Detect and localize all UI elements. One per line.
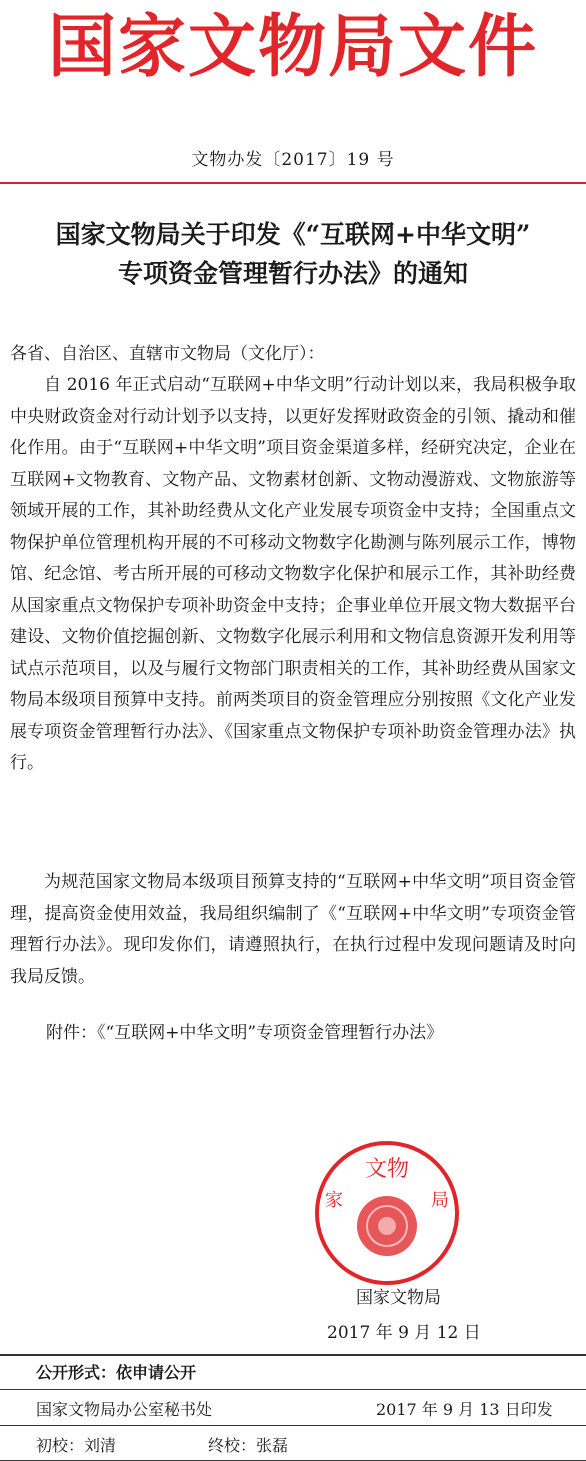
initial-proofreader: 初校：刘清 bbox=[36, 1436, 117, 1455]
signature-date: 2017 年 9 月 12 日 bbox=[327, 1323, 481, 1343]
print-date: 2017 年 9 月 13 日印发 bbox=[376, 1400, 553, 1419]
red-divider bbox=[0, 182, 586, 184]
footer-rule-lower bbox=[0, 1425, 586, 1426]
seal-top-text: 文物 bbox=[364, 1157, 410, 1182]
official-seal-icon bbox=[312, 1138, 462, 1288]
document-header-title: 国家文物局文件 bbox=[47, 7, 538, 87]
document-number: 文物办发〔2017〕19 号 bbox=[191, 150, 395, 170]
attachment-line: 附件：《“互联网+中华文明”专项资金管理暂行办法》 bbox=[46, 1023, 444, 1043]
disclosure-form: 公开形式：依申请公开 bbox=[36, 1363, 197, 1382]
signature-org: 国家文物局 bbox=[356, 1288, 441, 1308]
body-paragraph-1: 自 2016 年正式启动“互联网+中华文明”行动计划以来，我局积极争取中央财政资金对行动计划予以支持，以更好发挥财政资金的引领、撬动和催化作用。由于“互联网+中华文明”项目资金渠道多样，经研究决定，企业在互联网+文物教育、文物产品、文物素材创新、文物动漫游戏、文物旅游等领域开展的工作，其补助经费从文化产业发展专项资金中支持；全国重点文物保护单位管理机构开展的不可移动文物数字化勘测与陈列展示工作，博物馆、纪念馆、考古所开展的可移动文物数字化保护和展示工作，其补助经费从国家重点文物保护专项补助资金中支持；企事业单位开展文物大数据平台建设、文物价值挖掘创新、文物数字化展示利用和文物信息资源开发利用等试点示范项目，以及与履行文物部门职责相关的工作，其补助经费从国家文物局本级项目预算中支持。前两类项目的资金管理应分别按照《文化产业发展专项资金管理暂行办法》、《国家重点文物保护专项补助资金管理办法》执行。 bbox=[10, 375, 576, 773]
seal-right-char: 局 bbox=[431, 1190, 449, 1211]
notice-title-line-2: 专项资金管理暂行办法》的通知 bbox=[117, 259, 468, 288]
notice-title bbox=[10, 215, 576, 293]
seal-left-char: 家 bbox=[325, 1190, 343, 1211]
issuing-office: 国家文物局办公室秘书处 bbox=[36, 1400, 213, 1419]
body-paragraph-2: 为规范国家文物局本级项目预算支持的“互联网+中华文明”项目资金管理，提高资金使用效益，我局组织编制了《“互联网+中华文明”专项资金管理暂行办法》。现印发你们，请遵照执行，在执行过程中发现问题请及时向我局反馈。 bbox=[10, 872, 576, 987]
footer-rule-middle bbox=[0, 1389, 586, 1390]
notice-title-line-1: 国家文物局关于印发《“互联网+中华文明” bbox=[55, 220, 531, 249]
footer-rule-top bbox=[0, 1354, 586, 1356]
final-proofreader: 终校：张磊 bbox=[208, 1436, 289, 1455]
addressee: 各省、自治区、直辖市文物局（文化厅）： bbox=[10, 344, 325, 364]
